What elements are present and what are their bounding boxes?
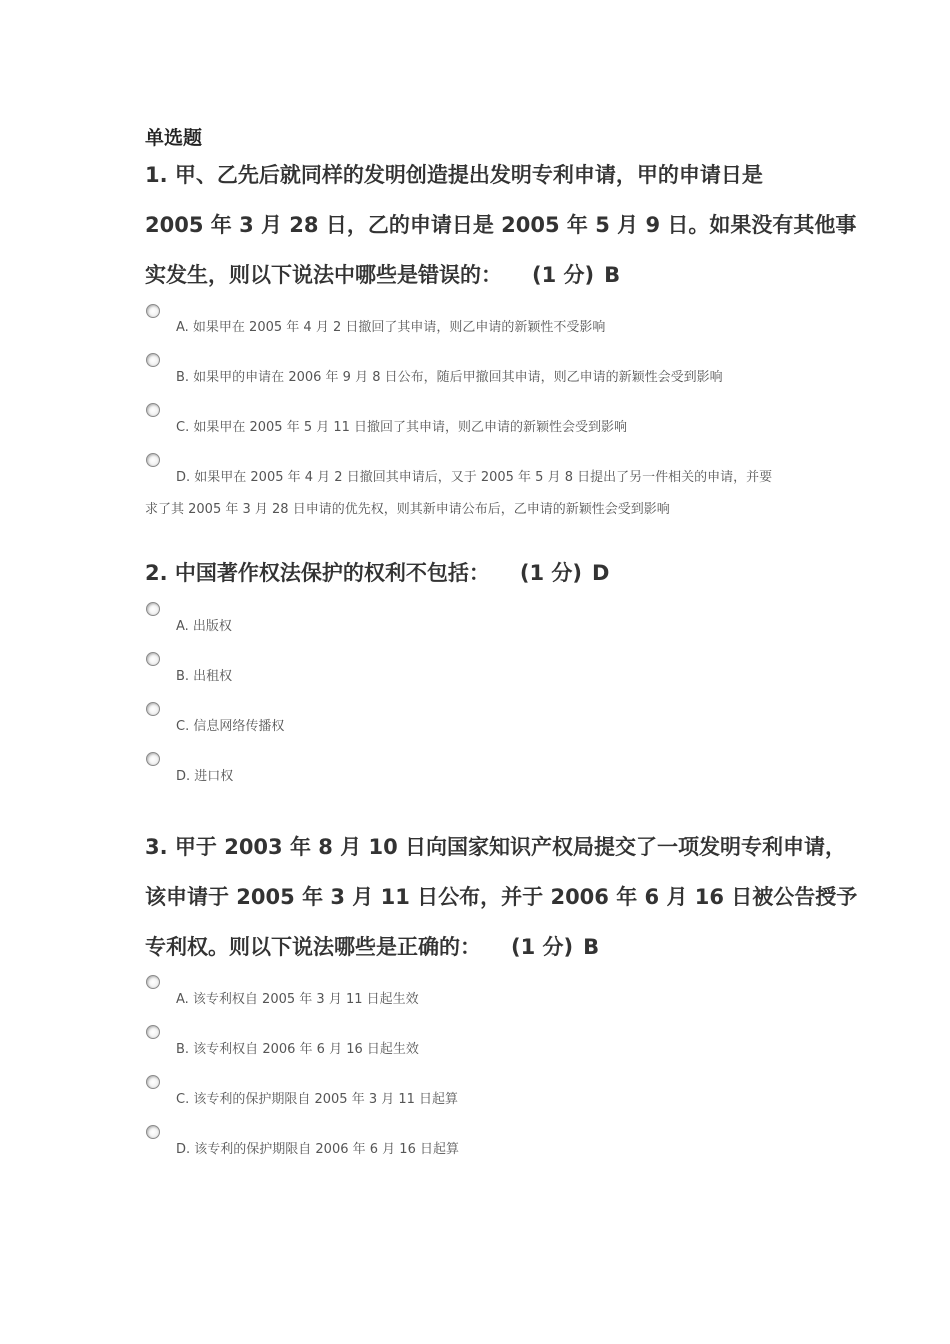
question-1-text-line-1: 1. 甲、乙先后就同样的发明创造提出发明专利申请，甲的申请日是	[145, 163, 763, 187]
question-1-option-d-label-line-1: D. 如果甲在 2005 年 4 月 2 日撤回其申请后，又于 2005 年 5 月 8 日提出了另一件相关的申请，并要	[176, 470, 773, 485]
question-2-answer: D	[592, 561, 610, 585]
question-3-option-c-label: C. 该专利的保护期限自 2005 年 3 月 11 日起算	[176, 1092, 459, 1107]
question-2-option-d-label: D. 进口权	[176, 769, 234, 784]
question-2-text-line-1	[145, 558, 609, 588]
question-1-option-c-radio[interactable]	[146, 403, 160, 417]
question-1-option-a-radio[interactable]	[146, 304, 160, 318]
question-3-option-c-radio[interactable]	[146, 1075, 160, 1089]
question-2-option-d-radio[interactable]	[146, 752, 160, 766]
question-2-text-line-1-content: 2. 中国著作权法保护的权利不包括：	[145, 561, 490, 585]
question-1-text-line-3-content: 实发生，则以下说法中哪些是错误的：	[145, 263, 502, 287]
question-3-option-b-radio[interactable]	[146, 1025, 160, 1039]
question-3-option-a-radio[interactable]	[146, 975, 160, 989]
question-1-text-line-3	[145, 260, 620, 290]
question-2-option-c-radio[interactable]	[146, 702, 160, 716]
question-3-score: (1 分)	[511, 935, 574, 959]
question-3-text-line-3	[145, 932, 599, 962]
question-1-text-line-2: 2005 年 3 月 28 日，乙的申请日是 2005 年 5 月 9 日。如果没有其他事	[145, 213, 857, 237]
question-3-answer: B	[583, 935, 600, 959]
question-3-option-d-label: D. 该专利的保护期限自 2006 年 6 月 16 日起算	[176, 1142, 459, 1157]
question-2-option-a-radio[interactable]	[146, 602, 160, 616]
question-1-option-d-radio[interactable]	[146, 453, 160, 467]
question-3-option-d-radio[interactable]	[146, 1125, 160, 1139]
section-title: 单选题	[145, 127, 203, 149]
question-1-option-c-label: C. 如果甲在 2005 年 5 月 11 日撤回了其申请，则乙申请的新颖性会受到影响	[176, 420, 628, 435]
question-3-option-a-label: A. 该专利权自 2005 年 3 月 11 日起生效	[176, 992, 419, 1007]
question-2-score: (1 分)	[519, 561, 583, 585]
question-2-option-b-radio[interactable]	[146, 652, 160, 666]
question-3-text-line-1: 3. 甲于 2003 年 8 月 10 日向国家知识产权局提交了一项发明专利申请，	[145, 835, 847, 859]
question-3-text-line-2: 该申请于 2005 年 3 月 11 日公布，并于 2006 年 6 月 16 日被公告授予	[145, 885, 858, 909]
question-1-option-b-radio[interactable]	[146, 353, 160, 367]
question-2-option-a-label: A. 出版权	[176, 619, 232, 634]
question-2-option-b-label: B. 出租权	[176, 669, 233, 684]
question-1-option-d-label-line-2: 求了其 2005 年 3 月 28 日申请的优先权，则其新申请公布后，乙申请的新颖性会受到影响	[145, 502, 670, 517]
question-1-option-a-label: A. 如果甲在 2005 年 4 月 2 日撤回了其申请，则乙申请的新颖性不受影响	[176, 320, 606, 335]
question-2-option-c-label: C. 信息网络传播权	[176, 719, 285, 734]
question-1-score: (1 分)	[532, 263, 595, 287]
question-3-option-b-label: B. 该专利权自 2006 年 6 月 16 日起生效	[176, 1042, 419, 1057]
question-1-option-b-label: B. 如果甲的申请在 2006 年 9 月 8 日公布，随后甲撤回其申请，则乙申请的新颖性会受到影响	[176, 370, 723, 385]
question-3-text-line-3-content: 专利权。则以下说法哪些是正确的：	[145, 935, 481, 959]
question-1-answer: B	[604, 263, 621, 287]
